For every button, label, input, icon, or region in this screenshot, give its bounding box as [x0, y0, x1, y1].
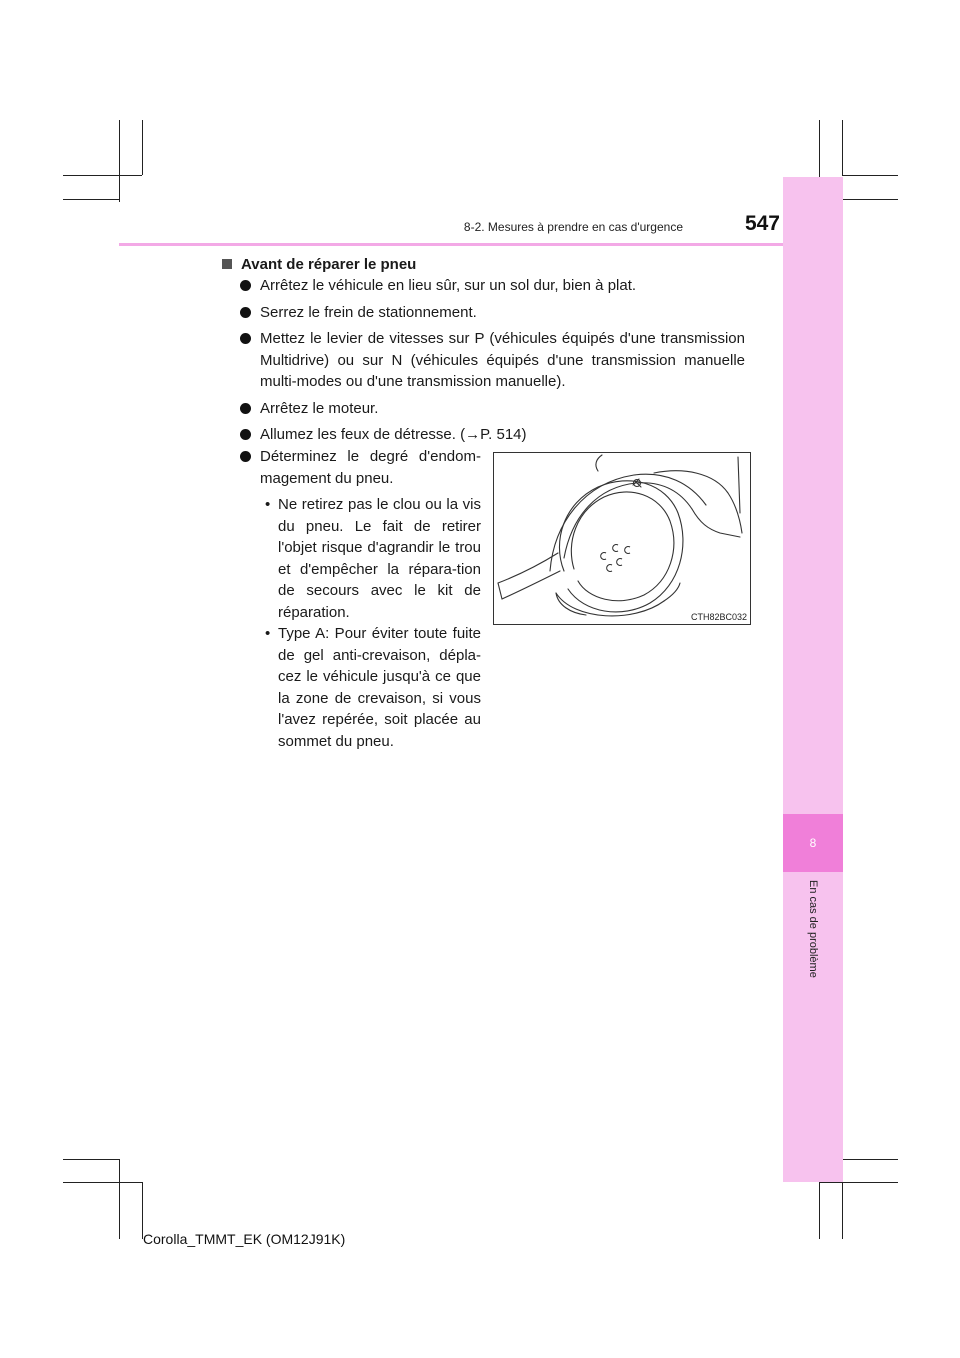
crop-mark	[119, 1159, 120, 1239]
chapter-tab	[783, 177, 843, 1182]
figure-code: CTH82BC032	[690, 612, 747, 622]
section-title: 8-2. Mesures à prendre en cas d'urgence	[463, 220, 683, 234]
tire-illustration	[493, 452, 751, 625]
list-item: Serrez le frein de stationnement.	[240, 302, 745, 324]
inspection-block	[240, 446, 481, 752]
bullet-dot-icon	[240, 280, 251, 291]
crop-mark	[63, 175, 142, 176]
crop-mark	[842, 175, 898, 176]
footer-text: Corolla_TMMT_EK (OM12J91K)	[143, 1231, 346, 1247]
section-heading	[222, 255, 752, 275]
list-item: Arrêtez le moteur.	[240, 398, 745, 420]
list-item: Mettez le levier de vitesses sur P (véhicules équipés d'une transmission Multidrive) ou sur N (véhicules équipés d'une transmission manuelle multi-modes ou d'une transmission manuelle).	[240, 328, 745, 393]
bullet-list	[240, 275, 745, 451]
list-item: Arrêtez le véhicule en lieu sûr, sur un sol dur, bien à plat.	[240, 275, 745, 297]
crop-mark	[119, 120, 120, 202]
sub-list-item: • Ne retirez pas le clou ou la vis du pneu. Le fait de retirer l'objet risque d'agrandir le trou et d'empêcher la répara-tion de secours avec le kit de réparation.	[265, 496, 481, 621]
crop-mark	[819, 1182, 898, 1183]
heading-text: Avant de réparer le pneu	[241, 256, 417, 273]
crop-mark	[63, 1159, 119, 1160]
crop-mark	[819, 1182, 820, 1239]
tire-drawing	[494, 453, 752, 626]
sub-list	[240, 494, 481, 752]
chapter-number: 8	[783, 814, 843, 872]
header-rule	[119, 243, 783, 246]
bullet-dot-icon	[240, 333, 251, 344]
crop-mark	[142, 120, 143, 175]
crop-mark	[842, 1159, 898, 1160]
sub-list-item: • Type A: Pour éviter toute fuite de gel anti-crevaison, dépla-cez le véhicule jusqu'à ce que la zone de crevaison, si vous l'avez repérée, soit placée au sommet du pneu.	[265, 625, 481, 750]
chapter-label: En cas de problème	[807, 880, 819, 978]
list-item: Déterminez le degré d'endom-magement du pneu.	[240, 446, 481, 489]
list-item: Allumez les feux de détresse. (→P. 514)	[240, 424, 745, 446]
page-number: 547	[744, 212, 780, 235]
bullet-dot-icon	[240, 403, 251, 414]
crop-mark	[842, 120, 843, 175]
square-bullet-icon	[222, 259, 232, 269]
bullet-dot-icon	[240, 451, 251, 462]
crop-mark	[63, 1182, 142, 1183]
bullet-dot-icon	[240, 307, 251, 318]
crop-mark	[63, 199, 119, 200]
bullet-dot-icon	[240, 429, 251, 440]
